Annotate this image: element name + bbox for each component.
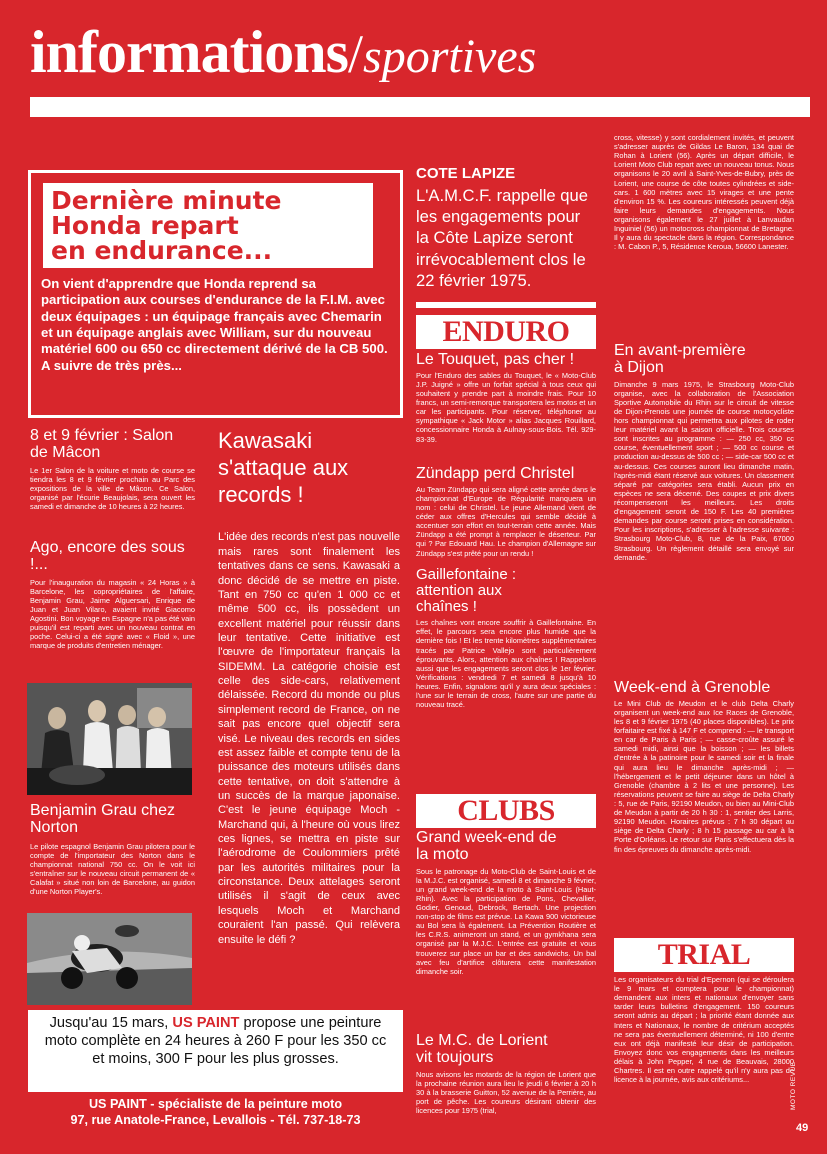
grenoble-body: Le Mini Club de Meudon et le club Delta Charly organisent un week-end aux Ice Races de Grenoble, les 8 et 9 février 1975 (40 places disponibles). Le prix forfaitaire est fixé à 147 F et comprend : — le transport en car de Paris à Paris ; — casse-croûte assuré le samedi midi, ainsi que la boisson ; — les billets d'entrée à la patinoire pour le samedi soir et la finale qui aura lieu le dimanche après-midi ; — l'hébergement et le petit déjeuner dans un hôtel à Grenoble (chambre à 2 lits et une personne). Les réservations peuvent se faire au siège de Delta Charly : 5, rue de Paris, 92190 Meudon, ou bien au Mini-Club de Meudon à partir de 20 h 30 : 1, sentier des Larris, 92190 Meudon. Horaires prévus : 7 h 30 départ au siège de Delta Charly ; 8 h 15 passage au car à la Porte d'Orléans. Le retour sur Paris s'effectuera dès la fin des épreuves du dimanche après-midi. [614, 698, 794, 854]
zundapp-body: Au Team Zündapp qui sera aligné cette année dans le championnat d'Europe de Régularité manquera un nom : celui de Christel. Le jeune Allemand vient de céder aux offres d'Hercules qui semble décidé à accentuer son effort en tout-terrain cette année. Mais Zündapp a été prompt à remplacer le déserteur. Par qui ? Par Edouard Hau. Le champion d'Allemagne sur Zündapp s'est prêté pour un rendu ! [416, 484, 596, 558]
masthead-bar [30, 97, 810, 117]
article-grenoble [614, 680, 794, 854]
grau-body: Le pilote espagnol Benjamin Grau pilotera pour le compte de l'importateur des Norton dans le championnat national 750 cc. On le voit ici s'entraîner sur le nouveau circuit permanent de « Calafat » situé non loin de Barcelone, au guidon d'une Norton Player's. [30, 841, 195, 897]
enduro-label: ENDURO [416, 315, 596, 349]
ago-body: Pour l'inauguration du magasin « 24 Horas » à Barcelone, les copropriétaires de l'affaire, Benjamin Grau, Jaime Alguersari, Enrique de Juan et Juan Vilaro, avaient invité Giacomo Agostini. Bon voyage en Espagne n'a pas été vain puisqu'il est reparti avec un nouveau contrat en poche. Celui-ci a été signé avec « Floid », une marque de produits d'entretien ménager. [30, 577, 195, 651]
page-number: 49 [796, 1122, 809, 1134]
article-grau [30, 803, 195, 896]
derniere-minute-title: Dernière minute Honda repart en endurance... [43, 183, 373, 268]
grenoble-heading: Week-end à Grenoble [614, 679, 771, 696]
cote-lapize-title: COTE LAPIZE [416, 165, 516, 182]
derniere-minute-box [28, 170, 403, 418]
gaillefontaine-heading: Gaillefontaine : attention aux chaînes ! [416, 566, 517, 615]
article-macon [30, 428, 195, 511]
touquet-body: Pour l'Enduro des sables du Touquet, le « Moto-Club J.P. Juigné » offre un forfait spécial à tous ceux qui souhaitent y prendre part à moindre frais. Pour 10 francs, un semi-remorque transportera les motos et un car les participants. Pour réserver, téléphoner au sympathique « Jack Motor » alias Jacques Rouillard, concessionnaire Honda à Aulnay-sous-Bois. Tél. 929-83-39. [416, 370, 596, 444]
photo-grau-norton [27, 913, 192, 1005]
derniere-minute-body: On vient d'apprendre que Honda reprend sa participation aux courses d'endurance de la F.I.M. avec deux équipages : un équipage français avec Chemarin et un équipage anglais avec William, sur du nouveau matériel 600 ou 650 cc directement dérivé de la CB 500. A suivre de très près... [41, 276, 388, 373]
us-paint-ad [28, 1010, 403, 1133]
masthead-subtitle: sportives [363, 30, 537, 83]
us-paint-brand: US PAINT [172, 1015, 240, 1031]
lorient-body: Nous avisons les motards de la région de Lorient que la prochaine réunion aura lieu le jeudi 6 février à 20 h 30 à la brasserie Guitton, 52 avenue de la Perrière, au port de pêche. Les coureurs désirant obtenir des licences pour 1975 (trial, [416, 1069, 596, 1116]
touquet-heading: Le Touquet, pas cher ! [416, 351, 575, 368]
trial-label: TRIAL [614, 938, 794, 972]
grau-heading: Benjamin Grau chez Norton [30, 802, 175, 836]
cote-lapize-body: L'A.M.C.F. rappelle que les engagements pour la Côte Lapize seront irrévocablement clos le 22 février 1975. [416, 186, 588, 290]
side-label: MOTO REVUE [790, 1061, 797, 1110]
macon-heading: 8 et 9 février : Salon de Mâcon [30, 427, 174, 461]
article-lorient [416, 1033, 596, 1115]
clubs-label: CLUBS [416, 794, 596, 828]
lorient-continued: cross, vitesse) y sont cordialement invités, et peuvent s'adresser auprès de Gildas Le Baron, 134 quai de Rohan à Lorient (56). Après un départ difficile, le Lorient Moto Club repart avec un nouveau tonus. Nous organisons le 20 avril à Saint-Yves-de-Bubry, près de Lorient, une course de côte toutes cylindrées et side-cars. 1 600 mètres avec 15 virages et une pente d'environ 15 %. Les coureurs intéressés peuvent déjà faire leurs demandes d'engagements. Nous organisons également le 27 juillet à Lanvaudan Inguiniel (56) un motocross championnat de Bretagne. Il y aura du spectacle dans la région. Correspondance : M. Cabon P., 5, Résidence Keroua, 56600 Lanester. [614, 133, 794, 252]
photo-agostini [27, 683, 192, 795]
dijon-heading: En avant-première à Dijon [614, 342, 746, 376]
masthead-title: informations [30, 19, 348, 85]
article-touquet [416, 352, 596, 444]
ago-heading: Ago, encore des sous !... [30, 539, 185, 573]
gaillefontaine-body: Les chaînes vont encore souffrir à Gaillefontaine. En effet, le parcours sera encore plus humide que la dernière fois ! Et les trente kilomètres supplémentaires tracés par Patrice Vallejo sont particulièrement éprouvants. Alors, attention aux chaînes ! Rappelons aussi que les engagements seront clos le 1er février. Vérifications : vendredi 7 et samedi 8 jusqu'à 10 heures. Enfin, signalons qu'il y aura deux spéciales : l'une sur le terrain de cross, l'autre sur une partie du nouveau tracé. [416, 618, 596, 710]
article-gaillefontaine [416, 567, 596, 709]
us-paint-footer: US PAINT - spécialiste de la peinture moto 97, rue Anatole-France, Levallois - Tél. 737-18-73 [70, 1097, 361, 1128]
article-grand-weekend [416, 830, 596, 976]
grand-weekend-body: Sous le patronage du Moto-Club de Saint-Louis et de la M.J.C. est organisé, samedi 8 et dimanche 9 février, un grand week-end de la moto à Saint-Louis (Haut-Rhin). Avec la participation de Pons, Chevallier, Godier, Genoud, Debrock, Bertach. Une projection non-stop de films est prévue. La Kawa 900 victorieuse au Bol sera là également. La Prévention Routière et les C.R.S. animeront un stand, et un gymkhana sera organisé par la M.J.C. L'entrée est gratuite et vous trouverez sur place un bar et des sandwichs. Un bal avec feu d'artifice clôturera cette manifestation dimanche soir. [416, 866, 596, 976]
trial-body: Les organisateurs du trial d'Epernon (qui se déroulera le 9 mars et comptera pour le championnat) demandent aux inters et nationaux d'envoyer sans tarder leurs bulletins d'engagement. 150 coureurs seront admis au départ ; la priorité étant donnée aux Inters et Nationaux, le nombre de critérium acceptés ne sera pas éventuellement déterminé, ni 100 d'entre eux ont déjà manifesté leur désir de participation. Envoyez donc vos engagements dans les meilleurs délais à John Pepper, 4 rue de Beauvais, 28000 Chartres. Il est en outre rappelé qu'il n'y aura pas de licence à la journée, avis aux critériums... [614, 975, 794, 1085]
macon-body: Le 1er Salon de la voiture et moto de course se tiendra les 8 et 9 février prochain au Parc des expositions de la ville de Mâcon. Ce Salon, organisé par l'écurie Beaujolais, sera ouvert les samedi et dimanche de 10 heures à 22 heures. [30, 465, 195, 512]
us-paint-text: Jusqu'au 15 mars, US PAINT propose une peinture moto complète en 24 heures à 260 F pour les 350 cc et moins, 300 F pour les plus grosses. [28, 1010, 403, 1092]
article-kawasaki [218, 428, 400, 947]
kawasaki-body: L'idée des records n'est pas nouvelle mais rares sont finalement les tentatives dans ce sens. Kawasaki a donc décidé de se mettre en piste. Tant en 750 cc qu'en 1 000 cc et même 500 cc, ils possèdent un excellent matériel pour réussir dans leur tentative. Cette initiative est l'œuvre de l'importateur français la SIDEMM. La catégorie choisie est celle des side-cars, relativement délaissée. Record du monde ou plus simplement record de France, on ne sait pas encore quel objectif sera visé. Le niveau des records en sides est assez faible et compte tenu de la puissance des moteurs utilisés dans cette tentative, on doit s'attendre à un succès de la marque japonaise. C'est le jeune équipage Moch - Marchand qui, à l'heure où vous lirez ces lignes, se mettra en piste sur l'aérodrome de Coulommiers prêté par les autorités militaires pour la circonstance. Deux attelages seront utilisés il s'agit de ceux avec lesquels Moch et Marchand couraient l'an passé. Qui relèvera ensuite le défi ? [218, 531, 400, 946]
masthead-separator: / [348, 24, 364, 84]
article-ago [30, 540, 195, 650]
kawasaki-heading: Kawasaki s'attaque aux records ! [218, 428, 349, 507]
article-cote-lapize [416, 165, 596, 291]
divider-cote [416, 302, 596, 308]
lorient-heading: Le M.C. de Lorient vit toujours [416, 1032, 548, 1066]
article-zundapp [416, 466, 596, 558]
dijon-body: Dimanche 9 mars 1975, le Strasbourg Moto-Club organise, avec la collaboration de l'Association Sportive Automobile du Rhin sur le circuit de vitesse de Dijon-Prenois une journée de course motocycliste hors championnat qui permettra aux pilotes de roder leur matériel avant la saison officielle. Trois courses sont inscrites au programme : — 250 cc, 350 cc course, éventuellement sport ; — 500 cc course et production au-dessus de 500 cc ; — side-car 500 cc et au-dessus. Ces courses auront lieu dimanche matin, l'après-midi étant réservé aux voitures. Un classement séparé par catégories sera établi. Aucun prix en espèces ne sera décerné. Des coupes et prix divers récompenseront les meilleurs. Les droits d'engagement seront de 150 F. Les 40 premières demandes par course seront prises en considération. Pour les inscriptions, s'adresser à l'adresse suivante : Strasbourg Moto-Club, 8, rue de la Paix, 67000 Strasbourg. Un règlement détaillé sera envoyé sur demande. [614, 379, 794, 562]
article-dijon [614, 343, 794, 562]
masthead [30, 18, 810, 88]
zundapp-heading: Zündapp perd Christel [416, 465, 575, 482]
grand-weekend-heading: Grand week-end de la moto [416, 829, 557, 863]
